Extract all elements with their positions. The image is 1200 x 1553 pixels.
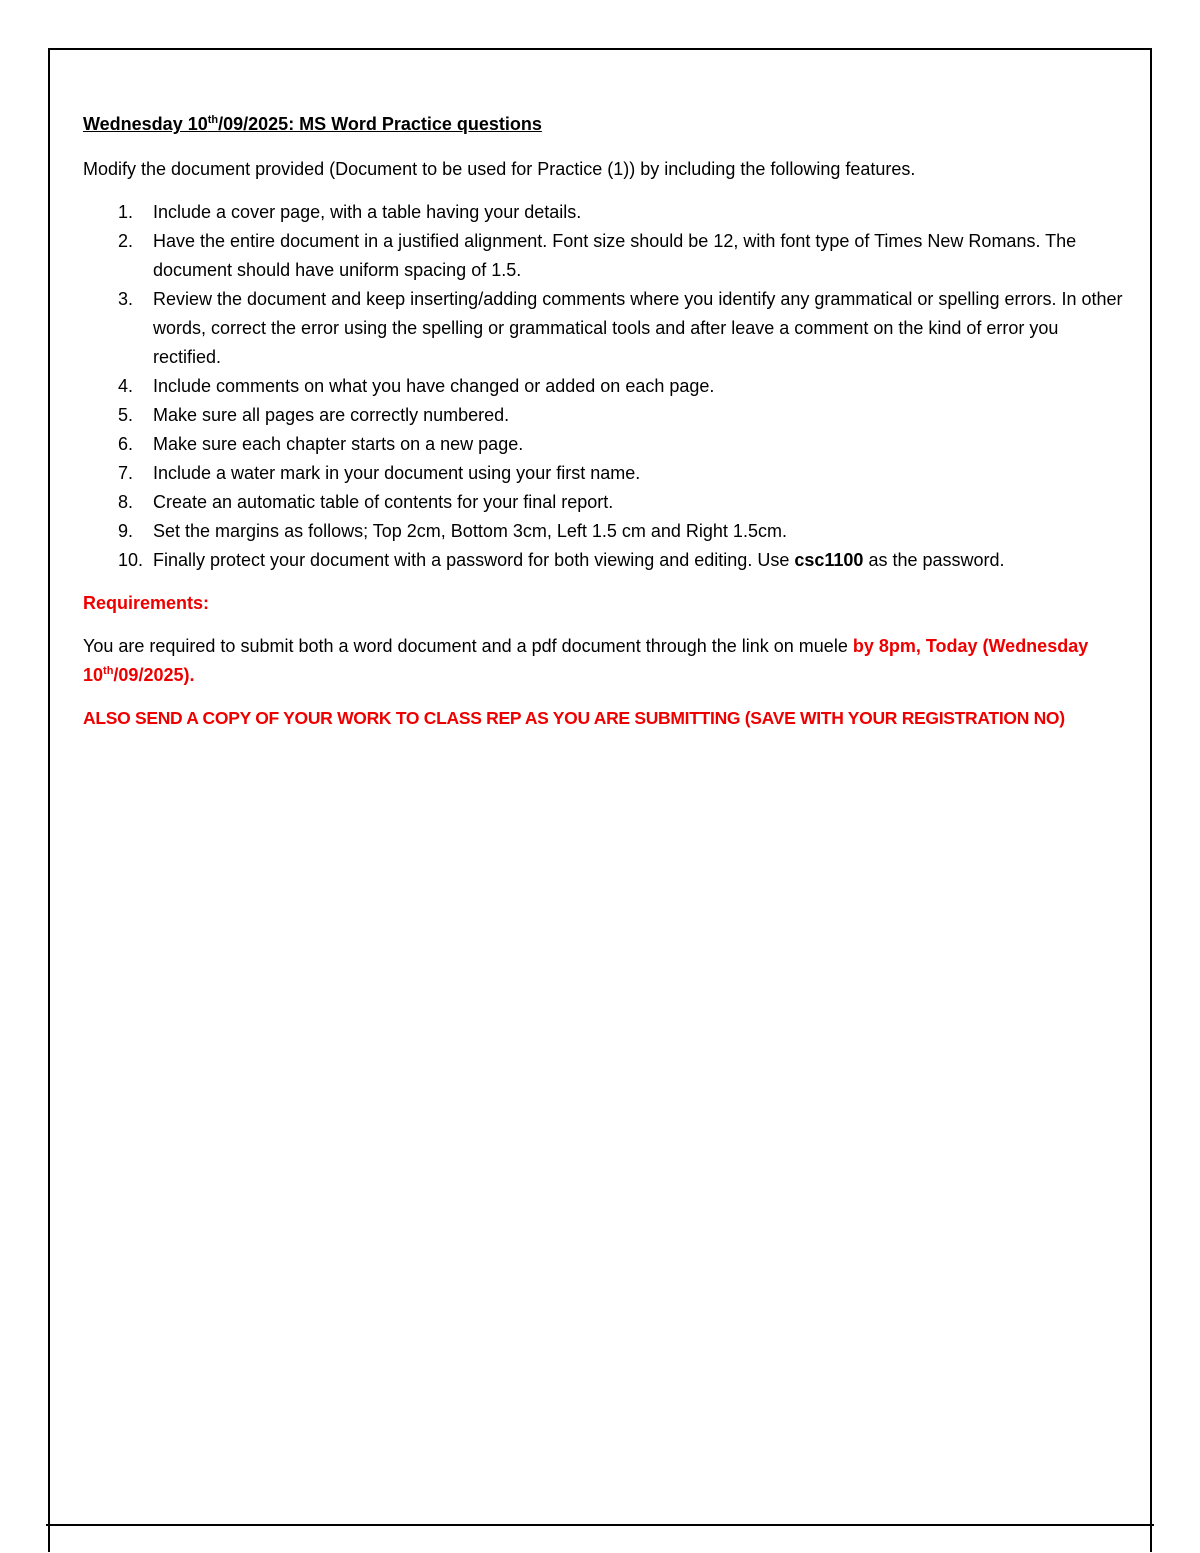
also-notice: ALSO SEND A COPY OF YOUR WORK TO CLASS REP AS YOU ARE SUBMITTING (SAVE WITH YOUR REGISTRATION NO) bbox=[83, 708, 1065, 728]
list-item-text-after: as the password. bbox=[863, 550, 1005, 570]
list-item-text: Include a cover page, with a table having your details. bbox=[153, 202, 582, 222]
list-number: 4. bbox=[118, 376, 134, 396]
list-number: 7. bbox=[118, 463, 134, 483]
password-value: csc1100 bbox=[794, 550, 864, 570]
list-item bbox=[83, 372, 1123, 401]
list-item bbox=[83, 546, 1123, 575]
list-item-text: Make sure each chapter starts on a new page. bbox=[153, 434, 524, 454]
list-item bbox=[83, 488, 1123, 517]
title-sup: th bbox=[207, 114, 219, 126]
list-item bbox=[83, 285, 1123, 372]
submit-text: You are required to submit both a word document and a pdf document through the link on muele bbox=[83, 636, 853, 656]
deadline-main: by 8pm, Today (Wednesday 10 bbox=[83, 636, 1089, 685]
list-item bbox=[83, 198, 1123, 227]
list-item bbox=[83, 517, 1123, 546]
requirements-heading: Requirements: bbox=[83, 593, 210, 613]
list-item-text: Include comments on what you have changed or added on each page. bbox=[153, 376, 715, 396]
list-number: 5. bbox=[118, 405, 134, 425]
page-bottom-rule bbox=[46, 1524, 1154, 1526]
list-item bbox=[83, 430, 1123, 459]
list-item bbox=[83, 401, 1123, 430]
list-number: 9. bbox=[118, 521, 134, 541]
list-item-text: Set the margins as follows; Top 2cm, Bottom 3cm, Left 1.5 cm and Right 1.5cm. bbox=[153, 521, 787, 541]
list-item bbox=[83, 227, 1123, 285]
list-item-text: Have the entire document in a justified alignment. Font size should be 12, with font type of Times New Romans. The document should have uniform spacing of 1.5. bbox=[153, 231, 1077, 280]
submit-paragraph bbox=[83, 632, 1123, 690]
deadline-end: /09/2025). bbox=[113, 665, 195, 685]
task-list bbox=[83, 198, 1123, 575]
list-number: 1. bbox=[118, 202, 134, 222]
document-body bbox=[83, 110, 1123, 733]
intro-paragraph: Modify the document provided (Document to be used for Practice (1)) by including the following features. bbox=[83, 159, 916, 179]
list-item-text: Create an automatic table of contents for your final report. bbox=[153, 492, 614, 512]
document-title bbox=[83, 110, 1123, 139]
list-item-text-before: Finally protect your document with a password for both viewing and editing. Use bbox=[153, 550, 795, 570]
title-rest: /09/2025: MS Word Practice questions bbox=[218, 114, 542, 134]
list-item-text: Make sure all pages are correctly numbered. bbox=[153, 405, 510, 425]
list-number: 8. bbox=[118, 492, 134, 512]
list-item-text: Review the document and keep inserting/adding comments where you identify any grammatical or spelling errors. In other words, correct the error using the spelling or grammatical tools and after leave a comment on the kind of error you rectified. bbox=[153, 289, 1123, 367]
list-number: 3. bbox=[118, 289, 134, 309]
title-day: Wednesday 10 bbox=[83, 114, 208, 134]
list-item bbox=[83, 459, 1123, 488]
list-number: 6. bbox=[118, 434, 134, 454]
list-item-text: Include a water mark in your document using your first name. bbox=[153, 463, 641, 483]
list-number: 2. bbox=[118, 231, 134, 251]
deadline-sup: th bbox=[103, 665, 114, 677]
list-number: 10. bbox=[118, 550, 144, 570]
